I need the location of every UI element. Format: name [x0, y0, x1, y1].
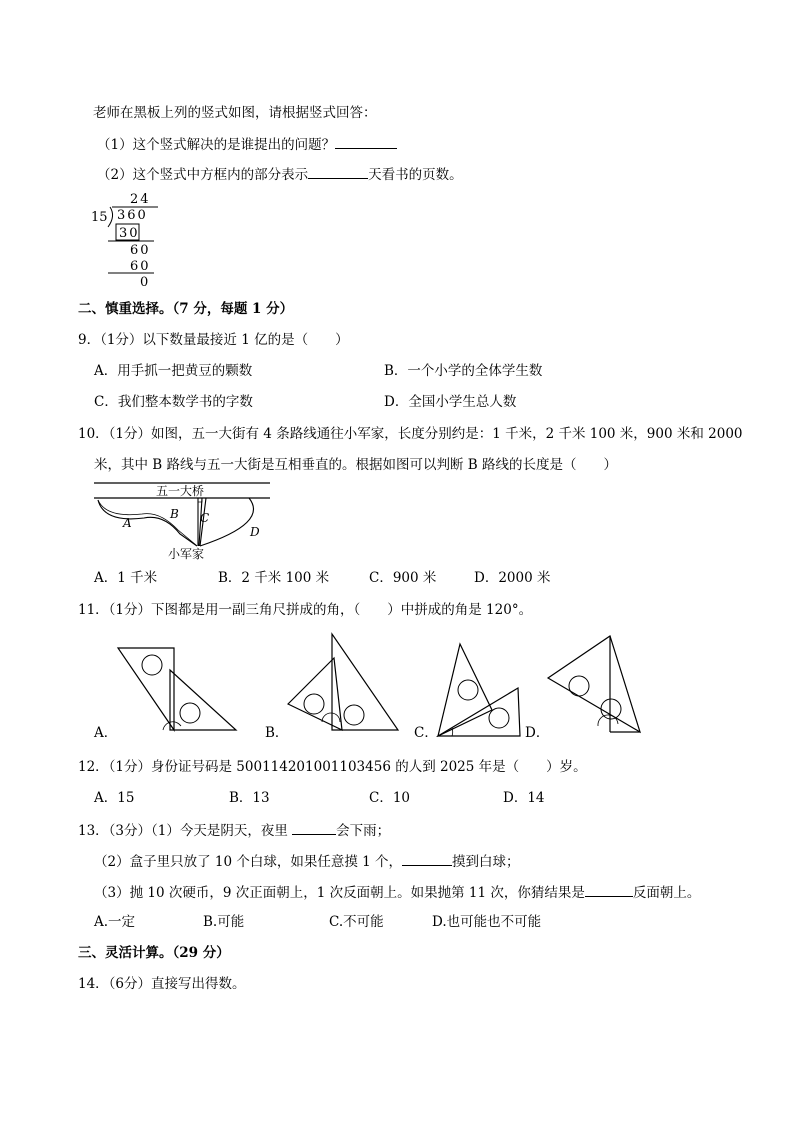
q11-option-a[interactable]: A．	[94, 725, 118, 741]
answer-blank[interactable]	[308, 165, 368, 179]
dividend: 360	[117, 208, 148, 223]
question-2	[97, 165, 463, 184]
final-remainder: 0	[140, 275, 149, 290]
answer-blank[interactable]	[335, 135, 397, 149]
q11-stem: 11．（1分）下图都是用一副三角尺拼成的角，（ ）中拼成的角是 120°。	[78, 602, 533, 618]
question-1-text: （1）这个竖式解决的是谁提出的问题？	[97, 137, 336, 153]
q12-option-a[interactable]: A．15	[94, 790, 135, 806]
q10-option-d[interactable]: D．2000 米	[474, 570, 551, 586]
q12-stem: 12．（1分）身份证号码是 500114201001103456 的人到 2025 年是（ ）岁。	[78, 759, 587, 775]
q12-option-b[interactable]: B．13	[229, 790, 270, 806]
section-2-title: 二、慎重选择。（7 分，每题 1 分）	[78, 301, 294, 317]
q11-option-d[interactable]: D．	[525, 725, 550, 741]
answer-blank[interactable]	[402, 852, 452, 866]
q13-option-c[interactable]: C.不可能	[329, 914, 384, 930]
q13-option-d[interactable]: D.也可能也不可能	[432, 914, 542, 930]
home-label: 小军家	[168, 547, 205, 561]
route-d-label: D	[250, 525, 260, 539]
q13-option-b[interactable]: B.可能	[203, 914, 245, 930]
q13-part1-text-pre: 13．（3分）（1）今天是阴天，夜里	[78, 823, 293, 839]
step3-product: 60	[130, 259, 151, 274]
q13-part3-text-post: 反面朝上。	[632, 885, 701, 901]
q13-part3	[94, 883, 700, 902]
route-a	[98, 500, 197, 546]
route-map-figure	[94, 478, 274, 564]
step1-product: 30	[119, 226, 140, 241]
step2-remainder: 60	[130, 243, 151, 258]
q11-option-c[interactable]: C．	[414, 725, 438, 741]
q13-part2-text-pre: （2）盒子里只放了 10 个白球，如果任意摸 1 个，	[94, 854, 403, 870]
quotient: 24	[130, 192, 151, 207]
answer-blank[interactable]	[292, 821, 336, 835]
q9-option-c[interactable]: C．我们整本数学书的字数	[94, 394, 253, 410]
q13-part2-text-post: 摸到白球；	[452, 854, 520, 870]
q11-option-b[interactable]: B．	[265, 725, 289, 741]
q13-part1	[78, 821, 390, 840]
answer-blank[interactable]	[585, 883, 633, 897]
section-3-title: 三、灵活计算。（29 分）	[78, 945, 230, 961]
q12-option-d[interactable]: D．14	[503, 790, 545, 806]
triangle-figure-b	[288, 634, 403, 736]
q13-part3-text-pre: （3）抛 10 次硬币，9 次正面朝上，1 次反面朝上。如果抛第 11 次，你猜结果是	[94, 885, 585, 901]
q13-part1-text-post: 会下雨；	[336, 823, 391, 839]
divisor: 15	[91, 210, 108, 225]
q10-stem-line2: 米，其中 B 路线与五一大街是互相垂直的。根据如图可以判断 B 路线的长度是（ ）	[94, 457, 618, 473]
q10-option-a[interactable]: A．1 千米	[94, 570, 158, 586]
q10-stem-line1: 10．（1分）如图，五一大街有 4 条路线通往小军家，长度分别约是：1 千米，2 千米 100 米，900 米和 2000	[78, 426, 743, 442]
route-c-label: C	[200, 511, 210, 525]
intro-text: 老师在黑板上列的竖式如图，请根据竖式回答：	[93, 105, 377, 121]
long-division-figure	[90, 190, 170, 290]
triangle-figure-c	[436, 644, 524, 736]
q13-part2	[94, 852, 520, 871]
q13-option-a[interactable]: A.一定	[94, 914, 136, 930]
triangle-figure-a	[118, 634, 240, 736]
route-a-label: A	[123, 516, 132, 530]
question-2-text-pre: （2）这个竖式中方框内的部分表示	[97, 167, 309, 183]
question-1	[97, 135, 397, 154]
question-2-text-post: 天看书的页数。	[368, 167, 463, 183]
q9-option-a[interactable]: A．用手抓一把黄豆的颗数	[94, 363, 253, 379]
q9-stem: 9．（1分）以下数量最接近 1 亿的是（ ）	[78, 332, 349, 348]
route-b-label: B	[170, 507, 179, 521]
bridge-label: 五一大桥	[156, 484, 205, 498]
q10-option-b[interactable]: B．2 千米 100 米	[218, 570, 330, 586]
q10-option-c[interactable]: C．900 米	[369, 570, 437, 586]
q9-option-d[interactable]: D．全国小学生总人数	[384, 394, 517, 410]
q12-option-c[interactable]: C．10	[369, 790, 411, 806]
triangle-figure-d	[548, 636, 644, 736]
q9-option-b[interactable]: B．一个小学的全体学生数	[384, 363, 543, 379]
q14-stem: 14．（6分）直接写出得数。	[78, 976, 246, 992]
